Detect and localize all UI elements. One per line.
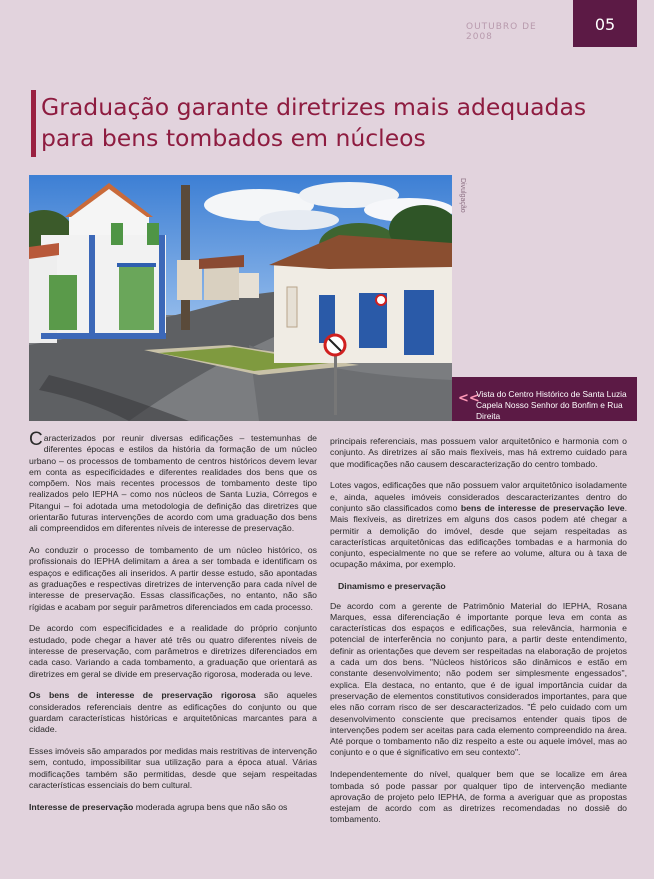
photo-caption	[452, 377, 637, 421]
drop-cap: C	[29, 429, 43, 450]
paragraph: De acordo com especificidades e a realidade do próprio conjunto estudado, pode chegar a haver até três ou quatro diferentes níveis de interesse de preservação, com parâmetros e diretrizes diferenciados em cada caso. Variando a cada tombamento, a graduação que orientará as diretrizes em geral se divide em preservação rigorosa, moderada ou leve.	[29, 623, 317, 679]
street-scene-illustration	[29, 175, 452, 421]
paragraph: Independentemente do nível, qualquer bem que se localize em área tombada só pode passar por qualquer tipo de intervenção mediante aprovação de projeto pelo IEPHA, de forma a averiguar que as propostas estejam de acordo com as diretrizes recomendadas no dossiê do tombamento.	[330, 769, 627, 825]
paragraph: Lotes vagos, edificações que não possuem valor arquitetônico isoladamente e, ainda, aqueles imóveis considerados descaracterizantes dentro do conjunto são classificados como bens de interesse de preservação leve. Mais flexíveis, as diretrizes em alguns dos casos podem até chegar a permitir a demolição do imóvel, desde que sejam respeitadas as características arquitetônicas das edificações tombadas e a harmonia do conjunto, especialmente no que se refere ao volume, altura ou à taxa de ocupação máxima, por exemplo.	[330, 480, 628, 570]
paragraph: principais referenciais, mas possuem valor arquitetônico e harmonia com o conjunto. As diretrizes aí são mais flexíveis, mas há extremo cuidado para que modificações não causem descaracterização do centro tombado.	[330, 436, 627, 469]
photo-credit: Divulgação	[459, 178, 466, 213]
title-line-1: Graduação garante diretrizes mais adequadas	[41, 93, 587, 121]
paragraph: Ao conduzir o processo de tombamento de um núcleo histórico, os profissionais do IEPHA delimitam a área a ser tombada e identificam os espaços e edificações ali inseridos. A partir desse estudo, são apontadas as graduações e respectivas diretrizes de intervenção para cada nível de interesse de preservação. Essas classificações, no entanto, não são rígidas e acabam por seguir parâmetros diferenciados em cada processo.	[29, 545, 317, 612]
paragraph-intro: Caracterizados por reunir diversas edificações – testemunhas de diferentes épocas e estilos da história da formação de um núcleo urbano – os processos de tombamento de centros históricos devem levar em conta as especificidades e diferentes realidades dos bens que os compõem. Nos mais recentes processos de tombamento deste tipo realizados pelo IEPHA – como nos núcleos de Santa Luzia, Córregos e Pitangui – foi adotada uma metodologia de definição das diretrizes que orientarão futuras intervenções de acordo com uma graduação dos bens ali compreendidos em diferentes níveis de interesse de preservação.	[29, 429, 317, 534]
caption-text	[476, 389, 636, 422]
article-column-left	[29, 429, 317, 824]
caption-line-2: Capela Nosso Senhor do Bonfim e Rua Direita	[476, 400, 623, 421]
paragraph: Interesse de preservação moderada agrupa bens que não são os	[29, 801, 288, 812]
page-number-badge: 05	[573, 0, 637, 47]
section-subheading: Dinamismo e preservação	[338, 581, 446, 592]
article-photo	[29, 175, 452, 421]
article-column-right	[330, 436, 627, 836]
article-title	[41, 92, 601, 154]
paragraph: Esses imóveis são amparados por medidas mais restritivas de intervenção sem, contudo, impossibilitar sua utilização para a época atual. Várias modificações também são permitidas, desde que sejam respeitadas características essenciais do bem cultural.	[29, 746, 317, 791]
paragraph: Os bens de interesse de preservação rigorosa são aqueles considerados referenciais dentre as edificações do conjunto ou que guardam características históricas e arquitetônicas marcantes para a cidade.	[29, 690, 317, 735]
caption-arrow-icon: <<	[458, 391, 480, 406]
caption-line-1: Vista do Centro Histórico de Santa Luzia	[476, 389, 627, 399]
title-accent-bar	[31, 90, 36, 157]
issue-date: OUTUBRO DE 2008	[466, 22, 537, 42]
paragraph: De acordo com a gerente de Patrimônio Material do IEPHA, Rosana Marques, essa diferenciação é importante porque leva em conta as características dos espaços e edificações, sua relevância, harmonia e potencial de interferência no conjunto para, a partir deste entendimento, definir as orientações que devem ser respeitadas na elaboração de projetos a cada um dos bens. "Núcleos históricos são dinâmicos e estão em constante desenvolvimento; não podem ser simplesmente engessados", explica. Ela destaca, no entanto, que é de igual importância cuidar da preservação de elementos constitutivos considerados importantes, para que eles não corram risco de ser descaracterizados. "É pelo cuidado com um desenvolvimento consciente que precisamos entender quais tipos de intervenções podem ser aceitas para cada elemento compreendido na área. Até porque o tombamento não diz respeito a este ou aquele imóvel, mas ao conjunto e o que é significativo em seu contexto".	[330, 600, 627, 758]
title-line-2: para bens tombados em núcleos	[41, 124, 426, 152]
